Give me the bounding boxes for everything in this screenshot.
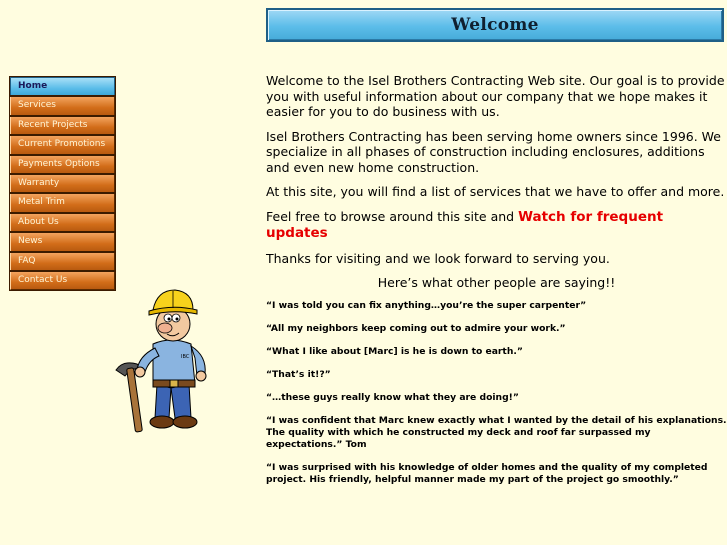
welcome-banner	[266, 8, 724, 42]
construction-worker-with-hammer-icon	[113, 284, 223, 434]
nav-item-home[interactable]: Home	[10, 77, 115, 96]
nav-item-warranty[interactable]: Warranty	[10, 174, 115, 193]
testimonial-quote: “That’s it!?”	[266, 369, 331, 380]
page-title: Welcome	[451, 15, 539, 35]
nav-item-contact-us[interactable]: Contact Us	[10, 271, 115, 290]
history-paragraph: Isel Brothers Contracting has been serving home owners since 1996. We specialize in all phases of construction including enclosures, additions and even new home construction.	[266, 128, 721, 175]
services-paragraph: At this site, you will find a list of services that we have to offer and more.	[266, 184, 725, 199]
testimonial-quote: “I was surprised with his knowledge of older homes and the quality of my completed project. His friendly, helpful manner made my part of the project go smoothly.”	[266, 462, 708, 485]
nav-item-recent-projects[interactable]: Recent Projects	[10, 116, 115, 135]
testimonial-quote: “All my neighbors keep coming out to admire your work.”	[266, 323, 566, 334]
updates-highlight: Watch for frequent updates	[266, 208, 664, 241]
nav-item-payments-options[interactable]: Payments Options	[10, 155, 115, 174]
updates-paragraph	[266, 209, 727, 242]
nav-item-news[interactable]: News	[10, 232, 115, 251]
testimonial-quote: “What I like about [Marc] is he is down to earth.”	[266, 346, 523, 357]
nav-item-about-us[interactable]: About Us	[10, 213, 115, 232]
intro-paragraph: Welcome to the Isel Brothers Contracting Web site. Our goal is to provide you with useful information about our company that we hope makes it easier for you to do business with us.	[266, 73, 725, 119]
testimonial-quote: “I was told you can fix anything…you’re the super carpenter”	[266, 300, 587, 311]
main-content	[266, 73, 727, 497]
nav-item-current-promotions[interactable]: Current Promotions	[10, 135, 115, 154]
nav-item-metal-trim[interactable]: Metal Trim	[10, 193, 115, 212]
sidebar-nav	[10, 77, 115, 290]
nav-item-faq[interactable]: FAQ	[10, 252, 115, 271]
testimonial-quote: “I was confident that Marc knew exactly what I wanted by the detail of his explanations. The quality with which he constructed my deck and roof far surpassed my expectations.” Tom	[266, 415, 727, 450]
updates-text: Feel free to browse around this site and	[266, 208, 519, 224]
testimonial-quote: “…these guys really know what they are doing!”	[266, 392, 519, 403]
shirt-label: IBC	[181, 354, 190, 360]
thanks-paragraph: Thanks for visiting and we look forward to serving you.	[266, 250, 610, 266]
nav-item-services[interactable]: Services	[10, 96, 115, 115]
testimonials-heading: Here’s what other people are saying!!	[377, 275, 616, 290]
